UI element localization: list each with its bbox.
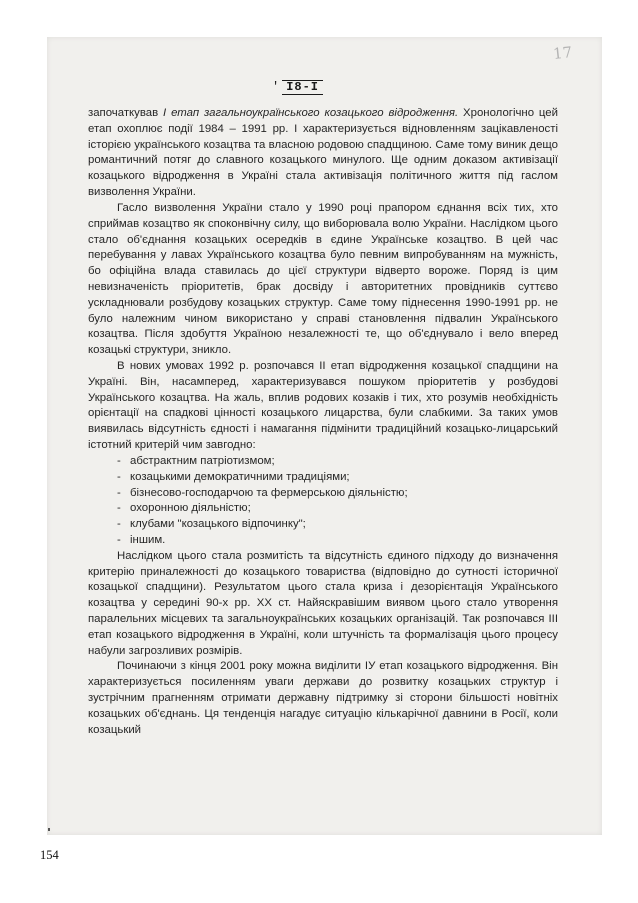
paragraph-stage-three: Наслідком цього стала розмитість та відсутність єдиного підходу до визначення критерію приналежності до козацького товариства (відповідно до сутності історичної козацької спадщини). Результатом цього стала криза і дезорієнтація Українського козацтва у середині 90-х рр. ХХ ст. Найяскравішим виявом цього стало утворення паралельних місцевих та загальноукраїнських козацьких організацій. Так розпочався ІІІ етап козацького відродження в Україні, коли штучність та формалізація цього процесу набули загрозливих розмірів. xyxy=(88,549,558,657)
paragraph-stage-two: В нових умовах 1992 р. розпочався ІІ етап відродження козацької спадщини на Україні. Він, насамперед, характеризувався пошуком пріоритетів у розбудові Українського козацтва. На жаль, вплив родових козаків і тих, хто розумів необхідність орієнтації на спадкові цінності козацького лицарства, були слабкими. За таких умов виявилась відсутність єдності і намагання підмінити традиційний козацько-лицарський істотний критерій чим завгодно: xyxy=(88,360,558,452)
paragraph-stage-one xyxy=(88,106,558,201)
list-item-text: абстрактним патріотизмом; xyxy=(130,454,275,467)
document-body xyxy=(88,106,558,739)
page-mark-label: I8-I xyxy=(282,80,323,95)
page-mark-prefix: ' xyxy=(272,80,281,94)
list-dash: - xyxy=(117,502,121,515)
list-item-text: охоронною діяльністю; xyxy=(130,502,251,515)
list-dash: - xyxy=(117,454,121,467)
list-item xyxy=(117,470,558,486)
list-dash: - xyxy=(117,533,121,546)
list-item-text: бізнесово-господарчою та фермерською діяльністю; xyxy=(130,486,408,499)
list-item xyxy=(117,517,558,533)
list-dash: - xyxy=(117,486,121,499)
handwritten-page-number: 17 xyxy=(552,43,573,63)
list-item-text: іншим. xyxy=(130,533,166,546)
paragraph-rest: Хронологічно цей етап охоплює події 1984 – 1991 рр. І характеризується відновленням зацікавленості історією українського козацтва та власною родовою спадщиною. Саме тому виник дещо романтичний потяг до славного козацького минулого. Ще одним доказом активізації козацького відродження в Україні стала активізація політичного життя під гаслом визволення України. xyxy=(88,107,559,199)
paragraph-lead: започаткував xyxy=(88,107,164,119)
list-item xyxy=(117,501,558,517)
scan-margin-mark xyxy=(48,828,50,831)
list-dash: - xyxy=(117,470,121,483)
list-item-text: клубами "козацького відпочинку"; xyxy=(130,518,306,531)
list-item xyxy=(117,454,558,470)
list-item xyxy=(117,486,558,502)
paragraph-slogan: Гасло визволення України стало у 1990 році прапором єднання всіх тих, хто сприймав козацтво як споконвічну силу, що виборювала волю України. Наслідком цього стало об'єднання козацьких осередків в єдине Українське козацтво. В цей час перебування у лавах Українського козацтва було певним випробуванням на мужність, бо офіційна влада ставилась до цієї структури відверто вороже. Поряд із цим невизначеність пріоритетів, брак досвіду і авторитетних провідників суттєво ускладнювали розбудову козацьких структур. Саме тому піднесення 1990-1991 рр. не було належним чином використано у справі становлення підвалин Українського козацтва. Після здобуття Україною незалежності те, що об'єднувало і вело вперед козацькі структури, зникло. xyxy=(88,201,558,357)
page-number: 154 xyxy=(40,848,59,862)
list-item xyxy=(117,533,558,549)
archive-page-mark xyxy=(272,80,323,95)
stage-one-heading: І етап загальноукраїнського козацького відродження. xyxy=(163,107,459,119)
list-item-text: козацькими демократичними традиціями; xyxy=(130,470,350,483)
paragraph-stage-four: Починаючи з кінця 2001 року можна виділити ІУ етап козацького відродження. Він характеризується посиленням уваги держави до розвитку козацьких структур і зустрічним прагненням отримати державну підтримку зі сторони більшості новітніх козацьких об'єднань. Ця тенденція нагадує ситуацію кількарічної давнини в Росії, коли козацький xyxy=(88,660,558,736)
list-dash: - xyxy=(117,518,121,531)
criteria-list xyxy=(88,454,558,549)
